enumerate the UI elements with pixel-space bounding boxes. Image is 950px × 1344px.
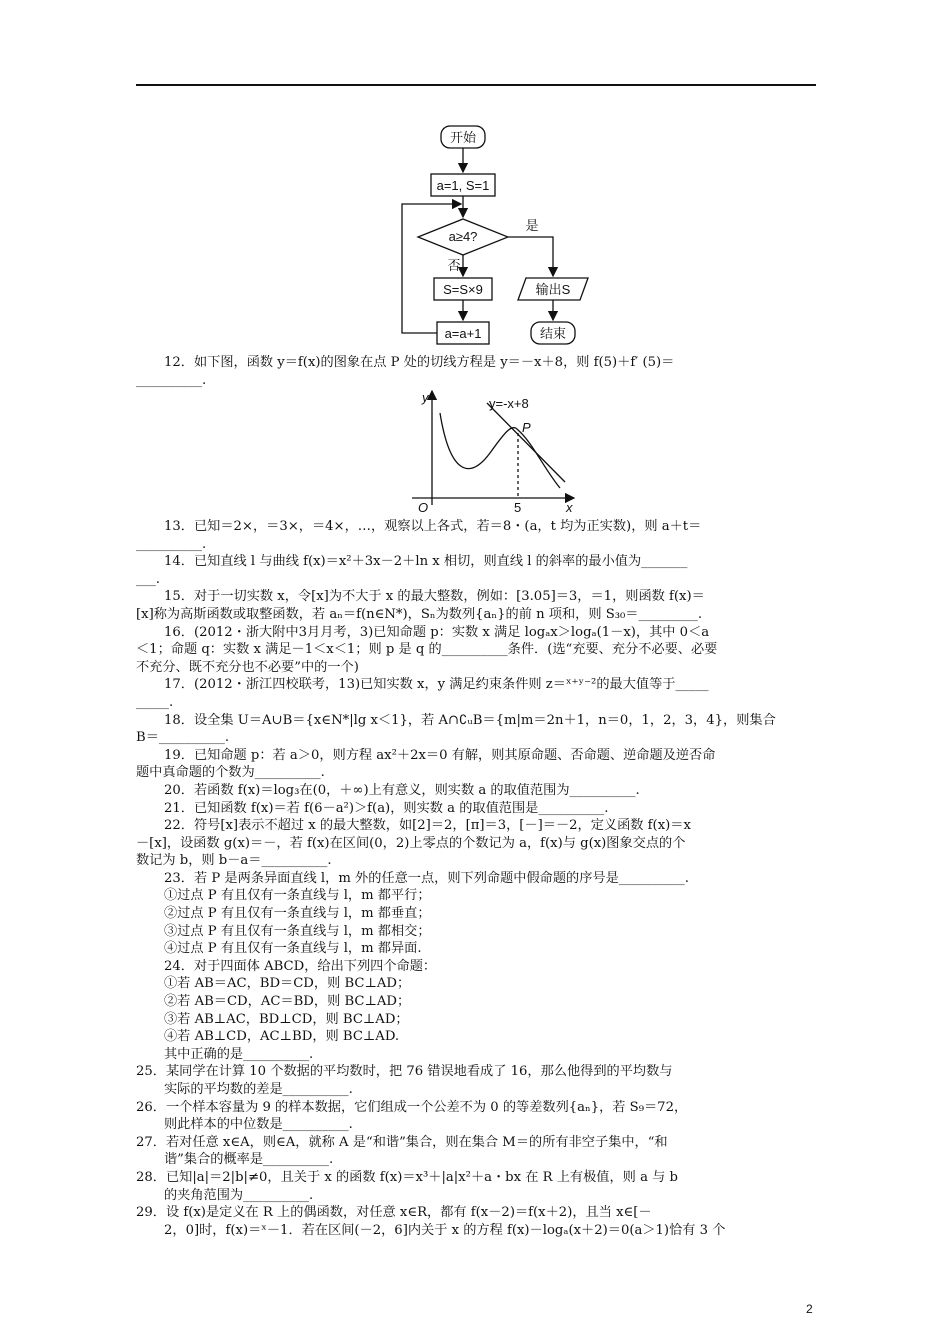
question-line: ④过点 P 有且仅有一条直线与 l，m 都异面. (164, 941, 422, 957)
question-line: ③若 AB⊥AC，BD⊥CD，则 BC⊥AD； (164, 1011, 409, 1027)
yes-label: 是 (525, 218, 539, 233)
function-curve (440, 413, 560, 488)
q12-line2: __________. (136, 372, 207, 388)
question-line: 22．符号[x]表示不超过 x 的最大整数，如[2]＝2，[π]＝3，[－]＝－2，定义函数 f(x)＝x (164, 818, 691, 834)
question-line: 27．若对任意 x∈A，则∈A，就称 A 是“和谐”集合，则在集合 M＝的所有非空子集中，“和 (136, 1134, 668, 1150)
question-line: 谐”集合的概率是__________. (164, 1152, 334, 1168)
question-line: ④若 AB⊥CD，AC⊥BD，则 BC⊥AD. (164, 1029, 400, 1045)
function-graph (0, 0, 950, 520)
question-line: 16．(2012・浙大附中3月月考，3)已知命题 p：实数 x 满足 logₐx＞logₐ(1－x)，其中 0＜a (164, 624, 710, 640)
question-line: 28．已知|a|＝2|b|≠0，且关于 x 的函数 f(x)＝x³＋|a|x²＋a・bx 在 R 上有极值，则 a 与 b (136, 1169, 678, 1185)
tangent-label: y=-x+8 (489, 396, 529, 411)
start-label: 开始 (449, 130, 477, 145)
question-line: ＜1；命题 q：实数 x 满足－1＜x＜1；则 p 是 q 的__________条件．(选“充要、充分不必要、必要 (136, 642, 718, 658)
output-label: 输出S (535, 282, 571, 297)
no-label: 否 (447, 258, 461, 273)
question-line: _____. (136, 694, 174, 710)
question-line: 25．某同学在计算 10 个数据的平均数时，把 76 错误地看成了 16，那么他得到的平均数与 (136, 1064, 673, 1080)
end-label: 结束 (539, 326, 567, 341)
y-axis-label: y (422, 390, 429, 405)
origin-label: O (418, 500, 429, 515)
question-line: 23．若 P 是两条异面直线 l，m 外的任意一点，则下列命题中假命题的序号是__________. (164, 870, 689, 886)
question-line: ①若 AB＝AC，BD＝CD，则 BC⊥AD； (164, 976, 411, 992)
question-line: 不充分、既不充分也不必要”中的一个) (136, 659, 359, 675)
increment-label: a=a+1 (444, 326, 482, 341)
question-line: 24．对于四面体 ABCD，给出下列四个命题： (164, 958, 437, 974)
multiply-label: S=S×9 (443, 282, 483, 297)
page-number: 2 (806, 1302, 813, 1316)
init-label: a=1, S=1 (436, 178, 490, 193)
question-line: ③过点 P 有且仅有一条直线与 l，m 都相交； (164, 923, 431, 939)
point-label: P (522, 420, 531, 435)
question-line: 的夹角范围为__________. (164, 1187, 314, 1203)
question-line: 其中正确的是__________. (164, 1046, 314, 1062)
question-line: ___. (136, 571, 160, 587)
question-line: 13．已知＝2×，＝3×，＝4×，…，观察以上各式，若＝8・(a，t 均为正实数)，则 a＋t＝ (164, 519, 702, 534)
question-line: 21．已知函数 f(x)＝若 f(6－a²)＞f(a)，则实数 a 的取值范围是__________. (164, 800, 609, 816)
question-line: 2，0]时，f(x)＝ˣ－1．若在区间(－2，6]内关于 x 的方程 f(x)－logₐ(x＋2)＝0(a＞1)恰有 3 个 (164, 1222, 726, 1238)
question-line: 29．设 f(x)是定义在 R 上的偶函数，对任意 x∈R，都有 f(x－2)＝f(x＋2)，且当 x∈[－ (136, 1205, 652, 1221)
question-line: ①过点 P 有且仅有一条直线与 l，m 都平行； (164, 888, 431, 904)
question-line: 题中真命题的个数为__________. (136, 765, 325, 781)
question-line: B＝__________. (136, 730, 230, 746)
question-line: 15．对于一切实数 x，令[x]为不大于 x 的最大整数，例如：[3.05]＝3，＝1，则函数 f(x)＝ (164, 589, 705, 605)
question-line: 17．(2012・浙江四校联考，13)已知实数 x，y 满足约束条件则 z＝ˣ⁺ʸ⁻²的最大值等于_____ (164, 677, 709, 693)
question-line: 则此样本的中位数是__________. (164, 1117, 353, 1133)
question-line: 14．已知直线 l 与曲线 f(x)＝x²＋3x－2＋ln x 相切，则直线 l 的斜率的最小值为_______ (164, 554, 688, 570)
question-line: ②过点 P 有且仅有一条直线与 l，m 都垂直； (164, 906, 431, 922)
question-line: __________. (136, 536, 207, 552)
question-line: 实际的平均数的差是__________. (164, 1082, 353, 1097)
question-line: [x]称为高斯函数或取整函数，若 aₙ＝f(n∈N*)，Sₙ为数列{aₙ}的前 n 项和，则 S₃₀＝_________. (136, 606, 703, 622)
condition-label: a≥4? (448, 229, 478, 244)
question-line: 19．已知命题 p：若 a＞0，则方程 ax²＋2x＝0 有解，则其原命题、否命题、逆命题及逆否命 (164, 747, 716, 763)
question-line: －[x]，设函数 g(x)＝－，若 f(x)在区间(0，2)上零点的个数记为 a，f(x)与 g(x)图象交点的个 (136, 835, 686, 851)
question-list (136, 518, 816, 1239)
tangent-line (487, 403, 565, 482)
question-line: 26．一个样本容量为 9 的样本数据，它们组成一个公差不为 0 的等差数列{aₙ}，若 S₉＝72， (136, 1099, 688, 1115)
x-axis-label: x (566, 500, 573, 515)
question-line: 数记为 b，则 b－a＝__________. (136, 853, 332, 869)
question-line: ②若 AB＝CD，AC＝BD，则 BC⊥AD； (164, 994, 411, 1010)
question-line: 20．若函数 f(x)＝log₃在(0，＋∞)上有意义，则实数 a 的取值范围为__________. (164, 782, 640, 798)
question-line: 18．设全集 U＝A∪B＝{x∈N*|lg x＜1}，若 A∩∁ᵤB＝{m|m＝2n＋1，n＝0，1，2，3，4}，则集合 (164, 712, 776, 728)
q12-line1: 12．如下图，函数 y＝f(x)的图象在点 P 处的切线方程是 y＝－x＋8，则 f(5)＋f′ (5)＝ (164, 355, 675, 370)
x-tick-label: 5 (514, 500, 522, 515)
